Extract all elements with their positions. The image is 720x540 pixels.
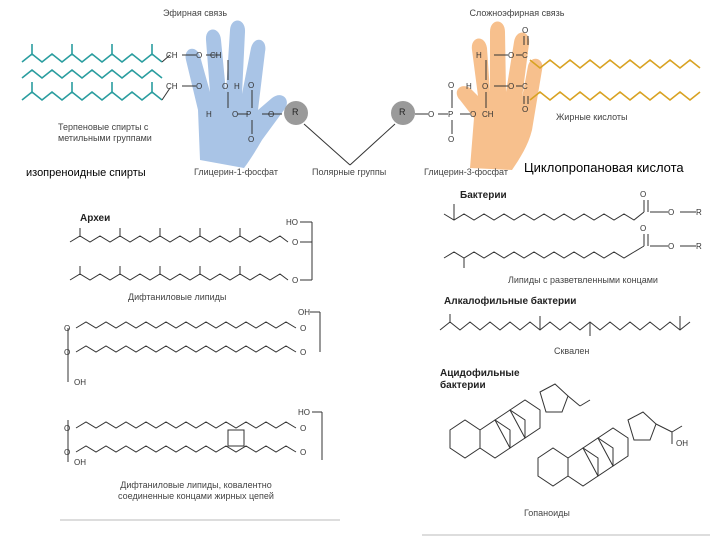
svg-text:O: O [448, 81, 455, 90]
svg-text:H: H [466, 82, 472, 91]
isoprenoid-alcohols-label: изопреноидные спирты [26, 167, 146, 179]
svg-text:O: O [292, 238, 299, 247]
orange-hand-icon [457, 22, 543, 171]
svg-text:O: O [448, 135, 455, 144]
svg-text:R: R [696, 242, 702, 251]
gold-fatty-acid-chains [530, 60, 700, 100]
svg-text:O: O [470, 110, 477, 119]
archaea-diphytanyl-structures [68, 222, 322, 462]
cyclopropane-acid-label: Циклопропановая кислота [524, 160, 684, 175]
alkalophilic-title: Алкалофильные бактерии [444, 296, 577, 307]
terpene-alcohols-label: Терпеновые спирты с метильными группами [58, 122, 152, 143]
glycerol-1-phosphate-label: Глицерин-1-фосфат [194, 167, 278, 177]
svg-text:P: P [448, 110, 454, 119]
r-right-label: R [399, 107, 406, 117]
svg-text:HO: HO [298, 408, 310, 417]
svg-text:O: O [268, 110, 275, 119]
svg-text:OH: OH [298, 308, 310, 317]
squalene-label: Сквален [554, 346, 590, 356]
svg-text:H: H [206, 110, 212, 119]
branched-lipids-label: Липиды с разветвленными концами [508, 275, 658, 285]
diphytanyl-covalent-label: Дифтаниловые липиды, ковалентно соединенные концами жирных цепей [118, 480, 274, 501]
svg-text:P: P [246, 110, 252, 119]
acidophilic-title: Ацидофильные бактерии [440, 368, 520, 391]
svg-text:O: O [248, 81, 255, 90]
svg-text:CH: CH [166, 51, 178, 60]
svg-text:OH: OH [74, 458, 86, 467]
svg-text:O: O [300, 348, 307, 357]
svg-text:O: O [196, 82, 203, 91]
svg-text:CH: CH [482, 110, 494, 119]
svg-text:O: O [64, 348, 71, 357]
svg-text:CH: CH [166, 82, 178, 91]
svg-text:O: O [64, 324, 71, 333]
svg-text:O: O [522, 26, 529, 35]
svg-text:O: O [428, 110, 435, 119]
teal-isoprenoid-chains [22, 44, 162, 100]
svg-text:O: O [196, 51, 203, 60]
bacteria-structures [440, 200, 696, 486]
archaea-title: Археи [80, 213, 111, 224]
svg-text:O: O [640, 224, 647, 233]
r-left-label: R [292, 107, 299, 117]
svg-text:R: R [696, 208, 702, 217]
svg-text:O: O [300, 324, 307, 333]
svg-text:O: O [300, 424, 307, 433]
svg-text:O: O [668, 242, 675, 251]
svg-text:O: O [640, 190, 647, 199]
svg-text:OH: OH [676, 439, 688, 448]
svg-text:O: O [232, 110, 239, 119]
svg-text:O: O [668, 208, 675, 217]
svg-text:O: O [482, 82, 489, 91]
svg-text:O: O [522, 105, 529, 114]
svg-text:H: H [234, 82, 240, 91]
hopanoids-label: Гопаноиды [524, 508, 570, 518]
polar-groups-connector [304, 124, 395, 165]
svg-text:O: O [300, 448, 307, 457]
svg-text:HO: HO [286, 218, 298, 227]
svg-text:O: O [248, 135, 255, 144]
svg-text:O: O [508, 51, 515, 60]
svg-text:C: C [522, 82, 528, 91]
bacteria-title: Бактерии [460, 190, 507, 201]
blue-hand-icon [186, 20, 287, 168]
polar-groups-label: Полярные группы [312, 167, 387, 177]
svg-text:H: H [476, 51, 482, 60]
svg-text:OH: OH [74, 378, 86, 387]
glycerol-3-phosphate-label: Глицерин-3-фосфат [424, 167, 508, 177]
svg-text:O: O [64, 448, 71, 457]
ester-bond-label: Сложноэфирная связь [469, 8, 565, 18]
diphytanyl-label: Дифтаниловые липиды [128, 292, 227, 302]
svg-text:O: O [222, 82, 229, 91]
svg-text:CH: CH [210, 51, 222, 60]
fatty-acids-label: Жирные кислоты [556, 112, 628, 122]
svg-text:O: O [292, 276, 299, 285]
svg-text:C: C [522, 51, 528, 60]
svg-text:O: O [64, 424, 71, 433]
ether-bond-label: Эфирная связь [162, 8, 228, 18]
svg-text:O: O [508, 82, 515, 91]
